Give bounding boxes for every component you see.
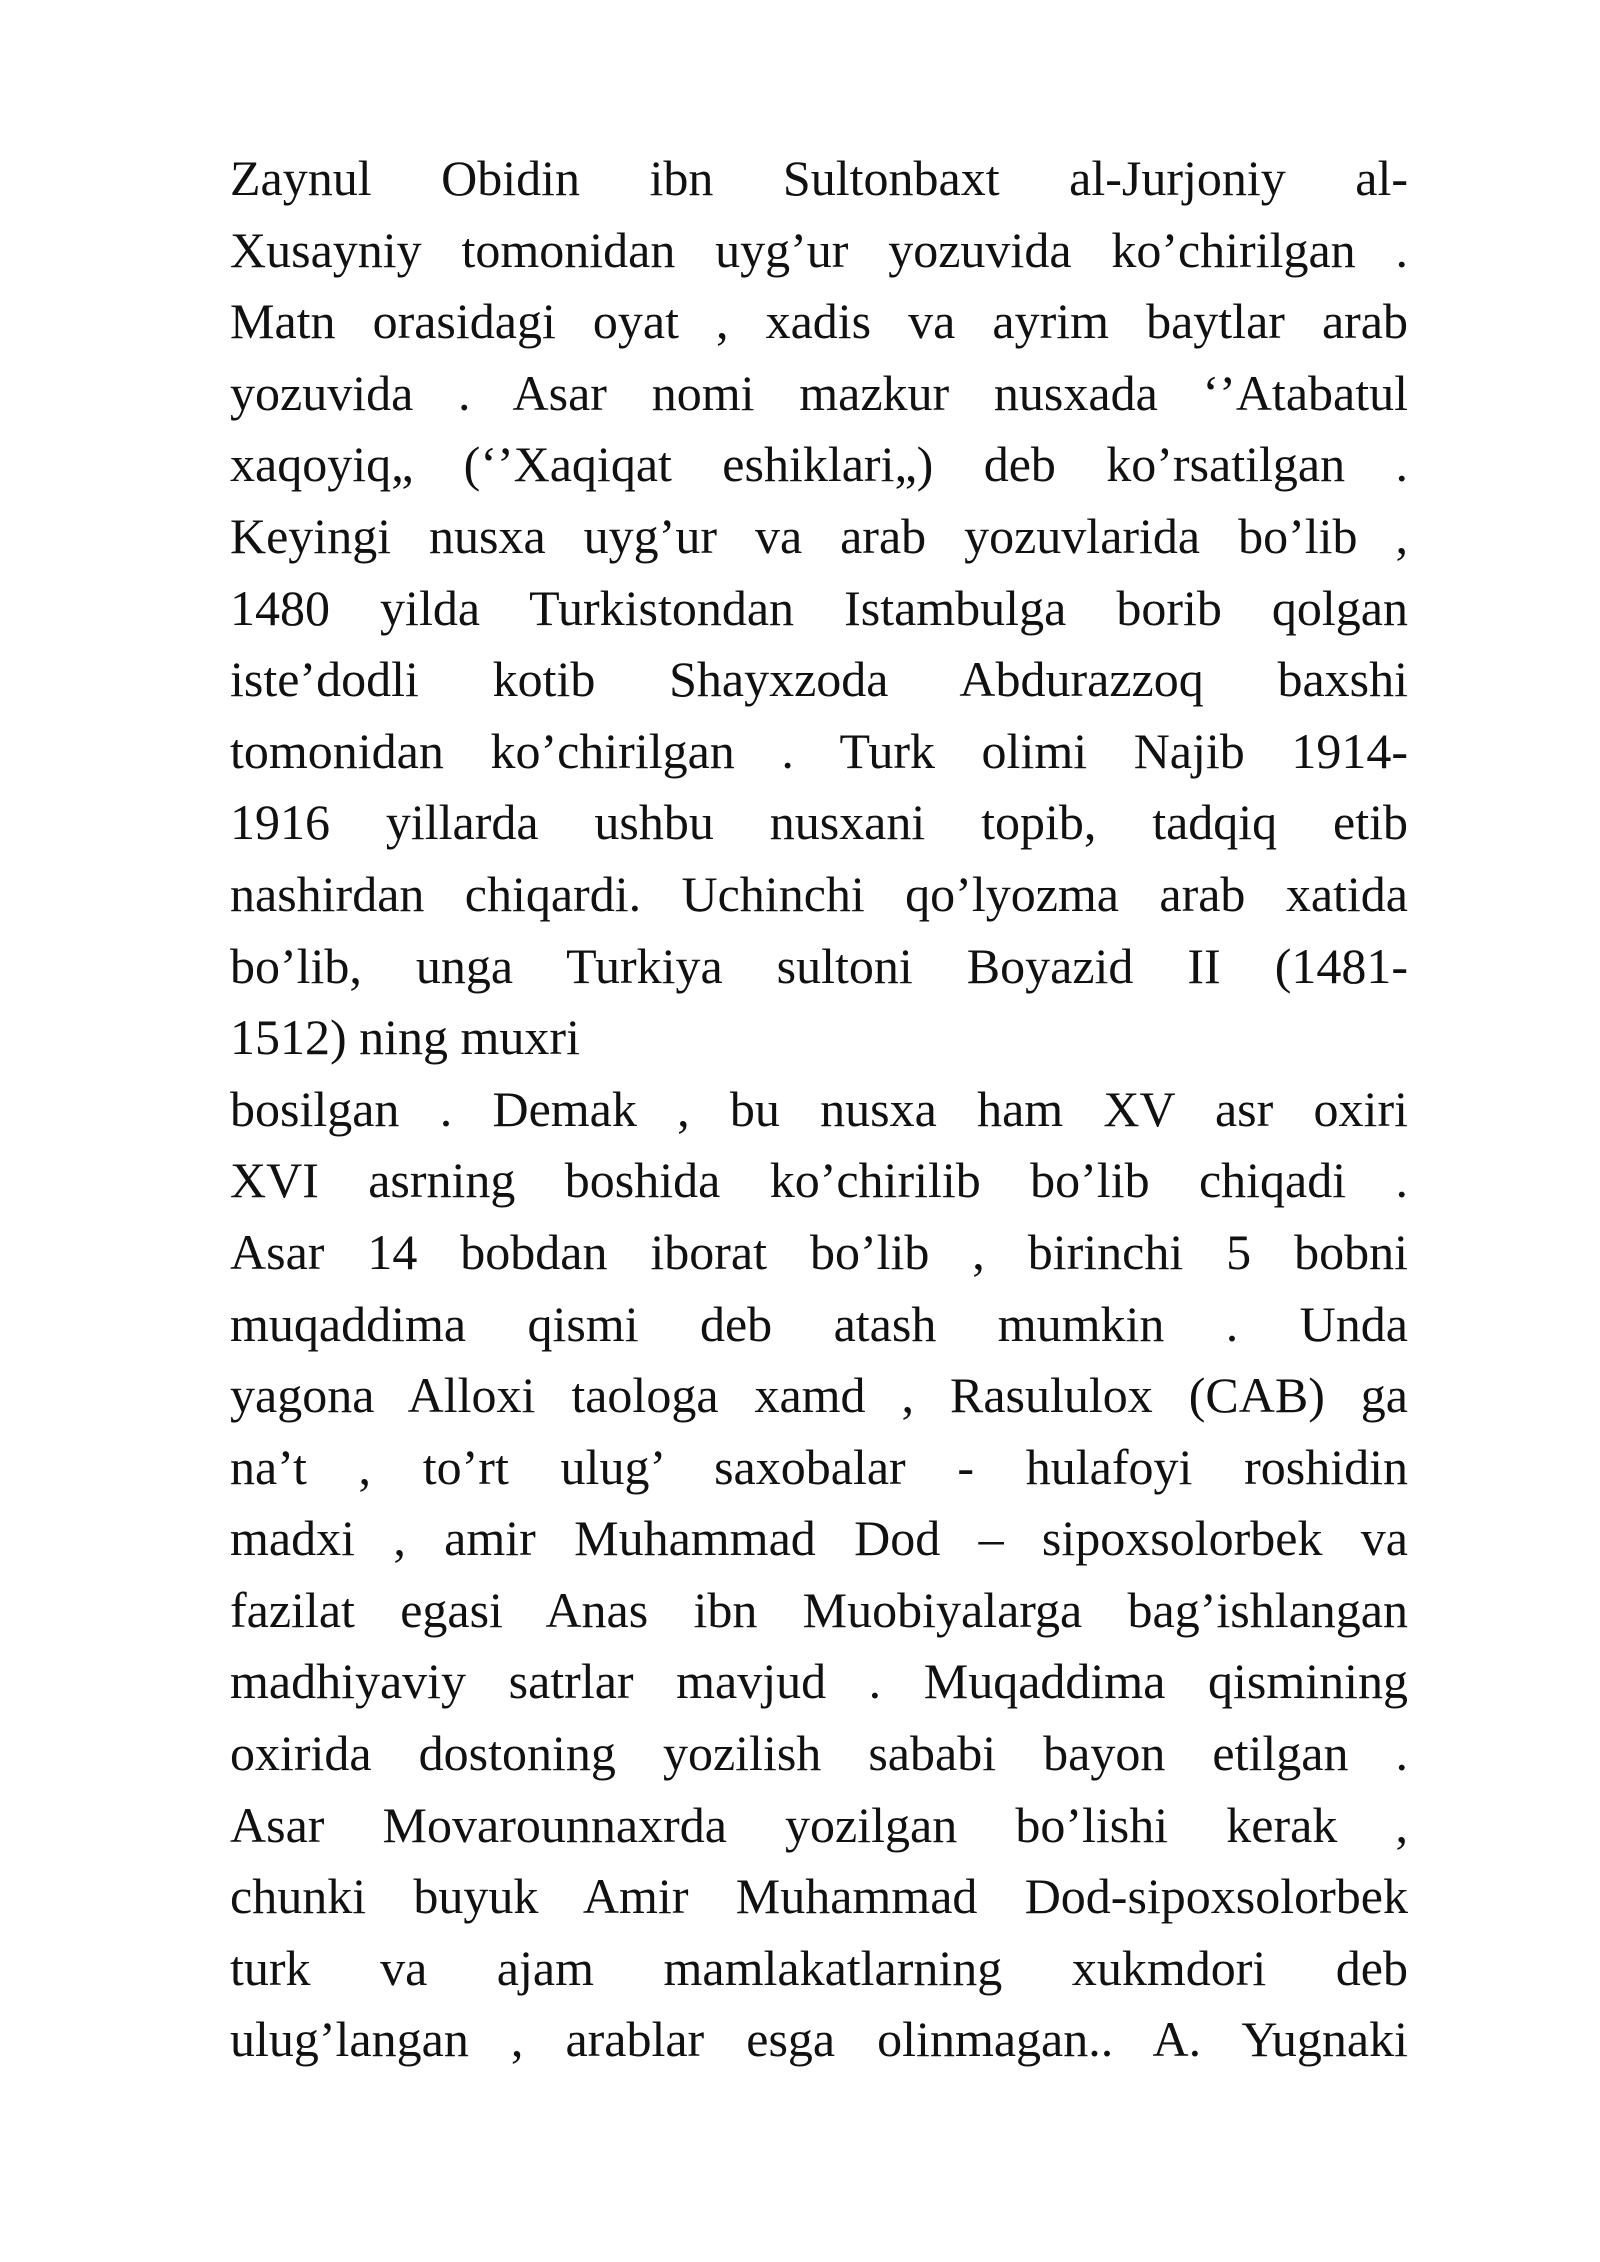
- text-line: ulug’langan , arablar esga olinmagan.. A. Yugnaki: [230, 2011, 1408, 2068]
- text-line: Keyingi nusxa uyg’ur va arab yozuvlarida bo’lib ,: [230, 507, 1408, 564]
- text-line: yagona Alloxi taologa xamd , Rasululox (CAB) ga: [230, 1367, 1408, 1424]
- text-line: Zaynul Obidin ibn Sultonbaxt al-Jurjoniy al-: [230, 150, 1408, 206]
- text-line: iste’dodli kotib Shayxzoda Abdurazzoq baxshi: [230, 651, 1408, 708]
- text-line: tomonidan ko’chirilgan . Turk olimi Najib 1914-: [230, 722, 1408, 779]
- text-line: Asar 14 bobdan iborat bo’lib , birinchi 5 bobni: [230, 1223, 1408, 1280]
- text-line: 1916 yillarda ushbu nusxani topib, tadqiq etib: [230, 794, 1408, 851]
- text-line: Asar Movarounnaxrda yozilgan bo’lishi kerak ,: [230, 1796, 1408, 1853]
- text-line: bo’lib, unga Turkiya sultoni Boyazid II (1481-: [230, 937, 1408, 994]
- text-line: madxi , amir Muhammad Dod – sipoxsolorbek va: [230, 1510, 1408, 1567]
- text-line: fazilat egasi Anas ibn Muobiyalarga bag’ishlangan: [230, 1581, 1408, 1638]
- text-line: oxirida dostoning yozilish sababi bayon etilgan .: [230, 1725, 1408, 1782]
- text-line: turk va ajam mamlakatlarning xukmdori deb: [230, 1939, 1408, 1996]
- text-line: Xusayniy tomonidan uyg’ur yozuvida ko’chirilgan .: [230, 221, 1408, 278]
- text-line: yozuvida . Asar nomi mazkur nusxada ‘’Atabatul: [230, 364, 1408, 421]
- text-line: 1480 yilda Turkistondan Istambulga borib qolgan: [230, 579, 1408, 636]
- text-line: nashirdan chiqardi. Uchinchi qo’lyozma arab xatida: [230, 865, 1408, 922]
- text-line: bosilgan . Demak , bu nusxa ham XV asr oxiri: [230, 1080, 1408, 1137]
- text-line: muqaddima qismi deb atash mumkin . Unda: [230, 1295, 1408, 1352]
- text-line: na’t , to’rt ulug’ saxobalar - hulafoyi roshidin: [230, 1438, 1408, 1495]
- text-line: chunki buyuk Amir Muhammad Dod-sipoxsolorbek: [230, 1868, 1408, 1925]
- text-line: XVI asrning boshida ko’chirilib bo’lib chiqadi .: [230, 1152, 1408, 1209]
- body-text: [230, 143, 1408, 2076]
- text-line: 1512) ning muxri: [230, 1009, 580, 1066]
- text-line: xaqoyiq„ (‘’Xaqiqat eshiklari„) deb ko’rsatilgan .: [230, 436, 1408, 493]
- text-line: madhiyaviy satrlar mavjud . Muqaddima qismining: [230, 1653, 1408, 1710]
- text-line: Matn orasidagi oyat , xadis va ayrim baytlar arab: [230, 293, 1408, 350]
